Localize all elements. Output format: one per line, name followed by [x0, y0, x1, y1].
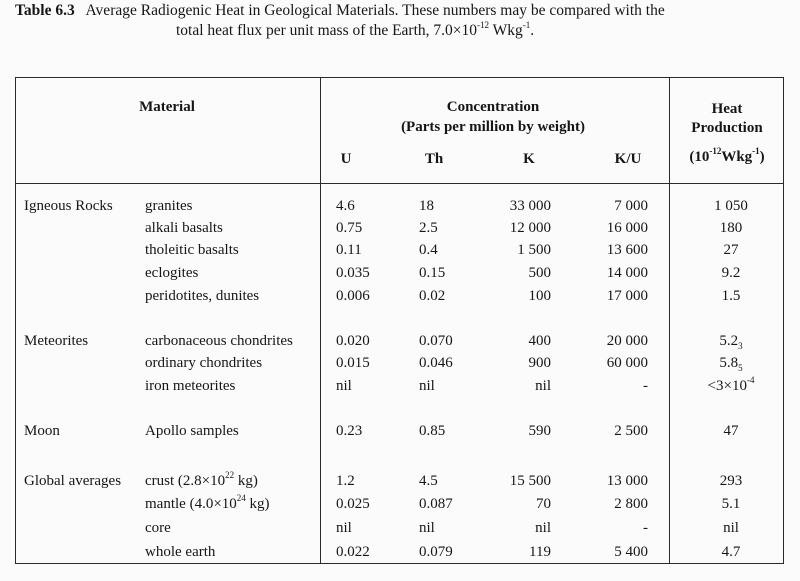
u-value: 0.75	[336, 220, 363, 236]
header-production: Production	[691, 120, 763, 136]
heat-value: 5.2	[719, 333, 739, 349]
cell-material	[145, 354, 262, 372]
cell-ku	[607, 332, 648, 350]
k-value: 33 000	[509, 198, 551, 214]
cell-heat	[723, 519, 739, 537]
ku-value: 7 000	[614, 198, 648, 214]
heat-value: 1.5	[721, 288, 741, 304]
th-value: 0.046	[419, 355, 453, 371]
caption-end: .	[530, 22, 535, 39]
k-value: 900	[528, 355, 551, 371]
heat-value: 180	[719, 220, 743, 236]
cell-u	[336, 519, 352, 537]
cell-th	[419, 241, 438, 259]
caption-line-2: total heat flux per unit mass of the Earth, 7.0×10	[176, 22, 478, 39]
header-heat-unit	[689, 148, 764, 166]
th-value: 4.5	[419, 473, 438, 489]
u-value: 0.23	[336, 423, 363, 439]
k-value: 100	[528, 288, 551, 304]
cell-th	[419, 287, 445, 305]
cell-k	[529, 422, 552, 440]
k-value: 70	[536, 496, 551, 512]
th-value: nil	[419, 520, 435, 536]
material-text: ordinary chondrites	[145, 355, 263, 371]
cell-ku	[614, 197, 648, 215]
heat-subscript: 3	[738, 341, 743, 351]
cell-th	[419, 377, 435, 395]
cell-ku	[607, 241, 648, 259]
cell-heat	[714, 197, 748, 215]
group-moon: Moon	[24, 423, 60, 439]
u-value: nil	[336, 378, 352, 394]
cell-k	[529, 543, 551, 561]
material-end: kg)	[245, 496, 270, 512]
cell-k	[529, 264, 552, 282]
heat-unit-pre: (10	[689, 149, 710, 165]
cell-heat	[722, 287, 741, 305]
cell-heat	[720, 472, 743, 490]
caption-line-1: Average Radiogenic Heat in Geological Materials. These numbers may be compared with the	[85, 2, 665, 19]
heat-value: 4.7	[721, 544, 741, 560]
heat-value: 9.2	[721, 265, 741, 281]
cell-k	[510, 472, 551, 490]
cell-material	[145, 197, 192, 215]
th-value: 0.85	[419, 423, 446, 439]
cell-th	[419, 197, 434, 215]
ku-value: 2 800	[614, 496, 648, 512]
u-value: 0.015	[336, 355, 370, 371]
u-value: 4.6	[336, 198, 355, 214]
material-text: Apollo samples	[145, 423, 239, 439]
cell-heat	[720, 219, 743, 237]
cell-material	[145, 377, 235, 395]
material-exp: 24	[236, 493, 246, 503]
cell-k	[510, 197, 551, 215]
cell-k	[535, 519, 551, 537]
cell-u	[336, 332, 370, 350]
table-label: Table 6.3	[15, 2, 75, 19]
cell-th	[419, 264, 445, 282]
cell-u	[336, 354, 370, 372]
ku-value: 60 000	[606, 355, 648, 371]
cell-heat	[722, 543, 741, 561]
heat-value: 5.1	[721, 496, 741, 512]
cell-heat	[722, 264, 741, 282]
ku-value: -	[643, 520, 648, 536]
th-value: 0.4	[419, 242, 438, 258]
th-value: 0.079	[419, 544, 453, 560]
cell-th	[419, 472, 438, 490]
group-global-averages: Global averages	[24, 473, 122, 489]
cell-ku	[614, 422, 648, 440]
th-value: 18	[419, 198, 434, 214]
cell-heat	[719, 332, 742, 350]
cell-k	[536, 495, 551, 513]
material-text: granites	[145, 198, 193, 214]
cell-ku	[614, 543, 648, 561]
heat-exponent: -4	[746, 375, 755, 385]
k-value: 119	[529, 544, 551, 560]
material-text: whole earth	[145, 544, 216, 560]
cell-material	[145, 543, 215, 561]
material-text: mantle (4.0×10	[145, 496, 237, 512]
header-material: Material	[139, 99, 195, 115]
column-divider-heat	[669, 77, 670, 564]
u-value: 0.020	[336, 333, 370, 349]
cell-ku	[607, 354, 648, 372]
header-ku: K/U	[614, 151, 642, 167]
cell-heat	[708, 377, 755, 395]
cell-u	[336, 543, 370, 561]
ku-value: -	[643, 378, 648, 394]
header-u: U	[340, 151, 352, 167]
cell-k	[510, 219, 551, 237]
cell-ku	[607, 219, 648, 237]
cell-material	[145, 287, 259, 305]
heat-value: 5.8	[719, 355, 739, 371]
k-value: nil	[535, 520, 551, 536]
caption-unit: Wkg	[489, 22, 523, 39]
material-text: peridotites, dunites	[145, 288, 260, 304]
heat-value: 27	[723, 242, 739, 258]
header-concentration-sub: (Parts per million by weight)	[401, 119, 585, 135]
k-value: 12 000	[509, 220, 551, 236]
cell-material	[145, 422, 239, 440]
cell-u	[336, 495, 370, 513]
th-value: 0.15	[419, 265, 446, 281]
cell-u	[336, 472, 355, 490]
cell-th	[419, 219, 438, 237]
u-value: 0.11	[336, 242, 362, 258]
material-text: core	[145, 520, 171, 536]
header-th: Th	[424, 151, 444, 167]
cell-u	[336, 377, 352, 395]
header-k: K	[523, 151, 535, 167]
cell-material	[145, 241, 239, 259]
k-value: 500	[528, 265, 551, 281]
cell-material	[145, 495, 270, 513]
ku-value: 13 000	[606, 473, 648, 489]
ku-value: 14 000	[606, 265, 648, 281]
cell-u	[336, 197, 355, 215]
cell-u	[336, 264, 370, 282]
group-igneous-rocks: Igneous Rocks	[24, 198, 113, 214]
cell-k	[529, 287, 552, 305]
material-text: iron meteorites	[145, 378, 236, 394]
cell-material	[145, 264, 198, 282]
heat-value: <3×10	[707, 378, 747, 394]
heat-value: 1 050	[714, 198, 748, 214]
material-text: crust (2.8×10	[145, 473, 226, 489]
heat-value: 293	[719, 473, 743, 489]
cell-th	[419, 543, 453, 561]
th-value: 2.5	[419, 220, 438, 236]
cell-u	[336, 287, 370, 305]
cell-th	[419, 332, 453, 350]
heat-value: 47	[723, 423, 739, 439]
material-text: tholeitic basalts	[145, 242, 239, 258]
k-value: 590	[528, 423, 551, 439]
cell-heat	[724, 422, 739, 440]
cell-ku	[643, 519, 648, 537]
cell-k	[535, 377, 551, 395]
ku-value: 5 400	[614, 544, 648, 560]
u-value: 0.025	[336, 496, 370, 512]
cell-k	[517, 241, 551, 259]
k-value: 15 500	[509, 473, 551, 489]
heat-unit-end: )	[759, 149, 765, 165]
cell-ku	[607, 287, 648, 305]
ku-value: 2 500	[614, 423, 648, 439]
cell-heat	[719, 354, 742, 372]
caption-exp: -12	[477, 20, 490, 30]
cell-k	[529, 354, 552, 372]
ku-value: 20 000	[606, 333, 648, 349]
ku-value: 17 000	[606, 288, 648, 304]
table-caption-line-2	[176, 22, 534, 40]
cell-material	[145, 219, 223, 237]
cell-ku	[643, 377, 648, 395]
th-value: nil	[419, 378, 435, 394]
u-value: 0.006	[336, 288, 370, 304]
heat-unit-exp1: -12	[709, 146, 722, 156]
k-value: nil	[535, 378, 551, 394]
heat-value: nil	[723, 520, 739, 536]
cell-ku	[614, 495, 648, 513]
th-value: 0.087	[419, 496, 453, 512]
cell-ku	[607, 264, 648, 282]
table-caption	[15, 2, 665, 20]
heat-unit-mid: Wkg	[721, 149, 753, 165]
k-value: 1 500	[517, 242, 551, 258]
material-end: kg)	[234, 473, 258, 489]
material-exp: 22	[225, 470, 235, 480]
cell-heat	[722, 495, 741, 513]
cell-u	[336, 219, 362, 237]
header-heat: Heat	[711, 101, 743, 117]
material-text: carbonaceous chondrites	[145, 333, 293, 349]
cell-material	[145, 332, 293, 350]
cell-th	[419, 495, 453, 513]
cell-heat	[724, 241, 739, 259]
u-value: 0.035	[336, 265, 370, 281]
cell-th	[419, 519, 435, 537]
group-meteorites: Meteorites	[24, 333, 89, 349]
u-value: nil	[336, 520, 352, 536]
cell-th	[419, 354, 453, 372]
cell-u	[336, 241, 362, 259]
header-concentration: Concentration	[446, 99, 540, 115]
th-value: 0.02	[419, 288, 446, 304]
material-text: eclogites	[145, 265, 199, 281]
k-value: 400	[528, 333, 551, 349]
cell-ku	[607, 472, 648, 490]
ku-value: 13 600	[606, 242, 648, 258]
cell-th	[419, 422, 445, 440]
cell-u	[336, 422, 362, 440]
caption-unit-exp: -1	[522, 20, 531, 30]
u-value: 0.022	[336, 544, 370, 560]
material-text: alkali basalts	[145, 220, 223, 236]
heat-subscript: 5	[738, 363, 743, 373]
column-divider-material	[320, 77, 321, 564]
ku-value: 16 000	[606, 220, 648, 236]
th-value: 0.070	[419, 333, 453, 349]
cell-k	[529, 332, 552, 350]
heat-unit-exp2: -1	[752, 146, 760, 156]
cell-material	[145, 472, 258, 490]
u-value: 1.2	[336, 473, 355, 489]
cell-material	[145, 519, 171, 537]
